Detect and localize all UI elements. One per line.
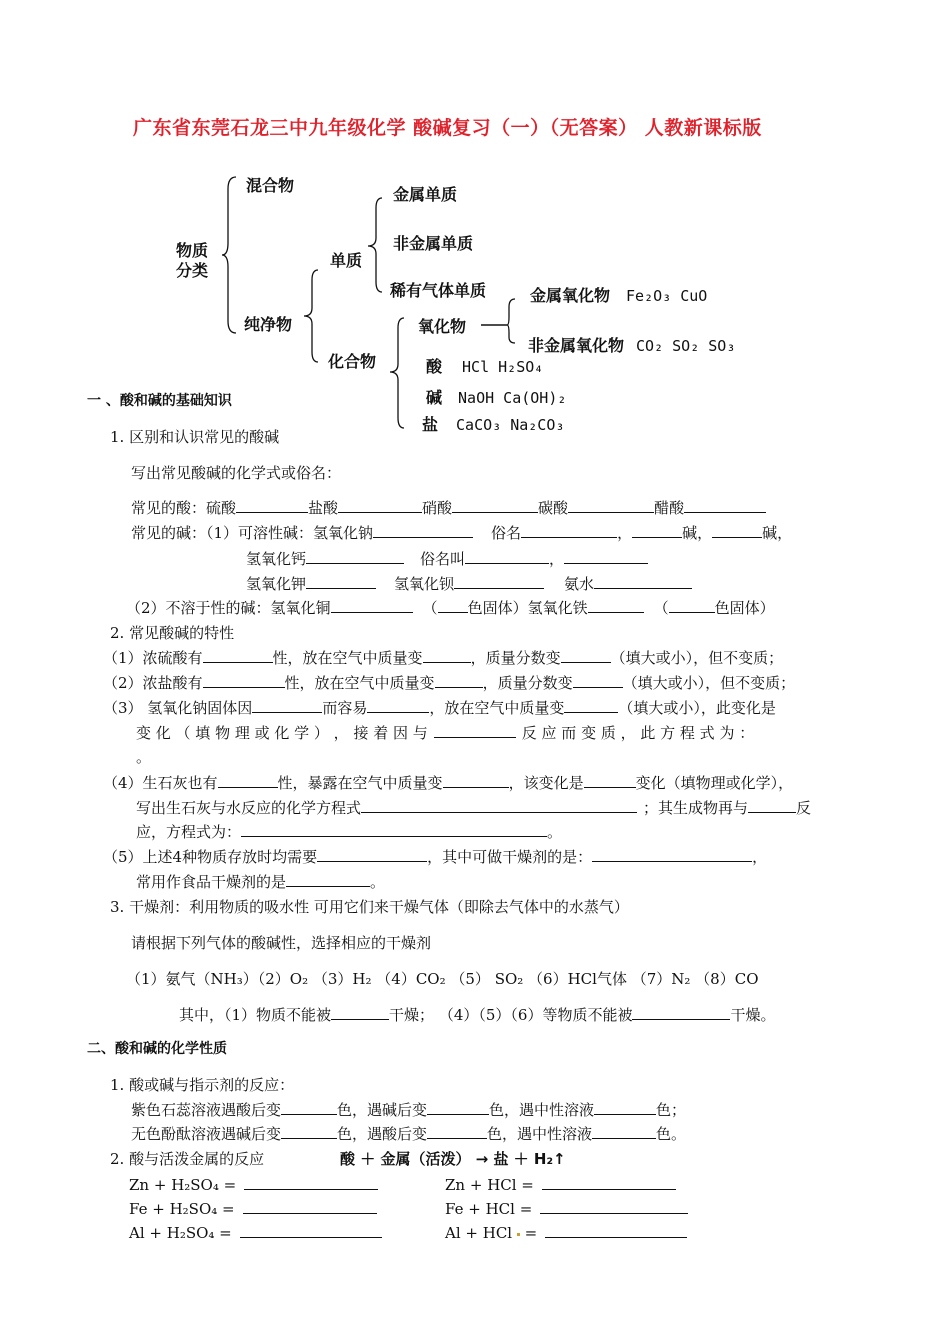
property-line-4b: 写出生石灰与水反应的化学方程式 ；其生成物再与 反 — [136, 799, 812, 817]
equation-zn-h2so4: Zn + H₂SO₄ = — [129, 1174, 378, 1194]
property-line-5b: 常用作食品干燥剂的是 。 — [136, 873, 386, 891]
section-1-heading: 一 、酸和碱的基础知识 — [87, 393, 232, 409]
s2-p1-title: 1. 酸或碱与指示剂的反应： — [110, 1076, 295, 1094]
property-line-3: （3） 氢氧化钠固体因 而容易 ，放在空气中质量变 （填大或小），此变化是 — [103, 699, 776, 717]
calcium-hydroxide-row: 氢氧化钙 俗名叫 ， — [246, 548, 648, 569]
tree-nonmetal-oxide: 非金属氧化物 CO₂ SO₂ SO₃ — [528, 336, 736, 355]
s1-p1-intro: 写出常见酸碱的化学式或俗名： — [131, 464, 342, 482]
property-line-4: （4）生石灰也有 性，暴露在空气中质量变 ，该变化是 变化（填物理或化学）， — [103, 774, 794, 792]
tree-pure: 纯净物 — [244, 315, 293, 334]
s2-p2-title: 2. 酸与活泼金属的反应 — [110, 1150, 265, 1168]
s1-p3-intro: 请根据下列气体的酸碱性，选择相应的干燥剂 — [131, 934, 432, 952]
tree-root-2: 分类 — [176, 261, 209, 280]
equation-al-hcl: Al + HCl = — [445, 1222, 687, 1242]
gas-list: （1）氨气（NH₃）（2）O₂ （3）H₂ （4）CO₂ （5） SO₂ （6）HCl气体 （7）N₂ （8）CO — [126, 970, 759, 988]
brace-compound — [390, 316, 410, 432]
tree-noble-gas: 稀有气体单质 — [390, 281, 487, 300]
equation-fe-hcl: Fe + HCl = — [445, 1198, 688, 1218]
tree-oxide: 氧化物 — [418, 317, 467, 336]
insoluble-bases-row: （2）不溶于性的碱：氢氧化铜 （ 色固体）氢氧化铁 （ 色固体） — [126, 599, 775, 617]
tree-metal-oxide: 金属氧化物 Fe₂O₃ CuO — [530, 286, 708, 305]
property-line-2: （2）浓盐酸有 性，放在空气中质量变 ，质量分数变 （填大或小），但不变质； — [103, 674, 796, 692]
tree-metal-element: 金属单质 — [393, 185, 458, 204]
equation-zn-hcl: Zn + HCl = — [445, 1174, 676, 1194]
salt-examples: CaCO₃ Na₂CO₃ — [456, 416, 565, 434]
common-bases-row: 常见的碱：（1）可溶性碱：氢氧化钠 俗名 ， 碱， 碱， — [131, 524, 793, 542]
oxide-connector — [481, 297, 521, 347]
equation-fe-h2so4: Fe + H₂SO₄ = — [129, 1198, 377, 1218]
section-2-heading: 二、酸和碱的化学性质 — [87, 1041, 227, 1057]
brace-element — [368, 196, 388, 296]
acid-examples: HCl H₂SO₄ — [462, 358, 544, 376]
tree-salt: 盐 CaCO₃ Na₂CO₃ — [422, 415, 565, 434]
tree-element: 单质 — [330, 251, 363, 270]
tree-acid: 酸 HCl H₂SO₄ — [426, 357, 544, 376]
nonmetal-oxide-examples: CO₂ SO₂ SO₃ — [636, 337, 736, 355]
property-line-3b: 变 化 （ 填 物 理 或 化 学 ） ， 接 着 因 与 反 应 而 变 质 ， 此 方 程 式 为 ： — [136, 724, 755, 742]
base-examples: NaOH Ca(OH)₂ — [458, 389, 567, 407]
litmus-row: 紫色石蕊溶液遇酸后变 色，遇碱后变 色，遇中性溶液 色； — [131, 1101, 687, 1119]
potassium-barium-row: 氢氧化钾 氢氧化钡 氨水 — [246, 573, 692, 594]
s2-p2-equation: 酸 ＋ 金属（活泼） → 盐 ＋ H₂↑ — [340, 1150, 566, 1168]
tree-mixture: 混合物 — [246, 176, 295, 195]
brace-root — [222, 175, 242, 335]
page-title: 广东省东莞石龙三中九年级化学 酸碱复习（一）（无答案） 人教新课标版 — [133, 117, 762, 139]
tree-base: 碱 NaOH Ca(OH)₂ — [426, 388, 567, 407]
property-line-3c: 。 — [136, 748, 152, 766]
common-acids-row: 常见的酸：硫酸 盐酸 硝酸 碳酸 醋酸 — [131, 497, 766, 518]
brace-pure — [304, 268, 324, 366]
tree-nonmetal-element: 非金属单质 — [393, 234, 474, 253]
equation-al-h2so4: Al + H₂SO₄ = — [129, 1222, 382, 1242]
s1-p2-title: 2. 常见酸碱的特性 — [110, 624, 235, 642]
property-line-5: （5）上述4种物质存放时均需要 ，其中可做干燥剂的是： ， — [103, 848, 768, 866]
tree-root: 物质 — [176, 241, 209, 260]
tree-compound: 化合物 — [328, 352, 377, 371]
phenolphthalein-row: 无色酚酞溶液遇碱后变 色，遇酸后变 色，遇中性溶液 色。 — [131, 1125, 687, 1143]
s1-p1-title: 1. 区别和认识常见的酸碱 — [110, 428, 280, 446]
desiccant-question: 其中，（1）物质不能被 干燥； （4）（5）（6）等物质不能被 干燥。 — [179, 1006, 776, 1024]
s1-p3-title: 3. 干燥剂：利用物质的吸水性 可用它们来干燥气体（即除去气体中的水蒸气） — [110, 898, 629, 916]
metal-oxide-examples: Fe₂O₃ CuO — [626, 287, 708, 305]
property-line-1: （1）浓硫酸有 性，放在空气中质量变 ，质量分数变 （填大或小），但不变质； — [103, 649, 784, 667]
property-line-4c: 应，方程式为： 。 — [136, 823, 563, 841]
